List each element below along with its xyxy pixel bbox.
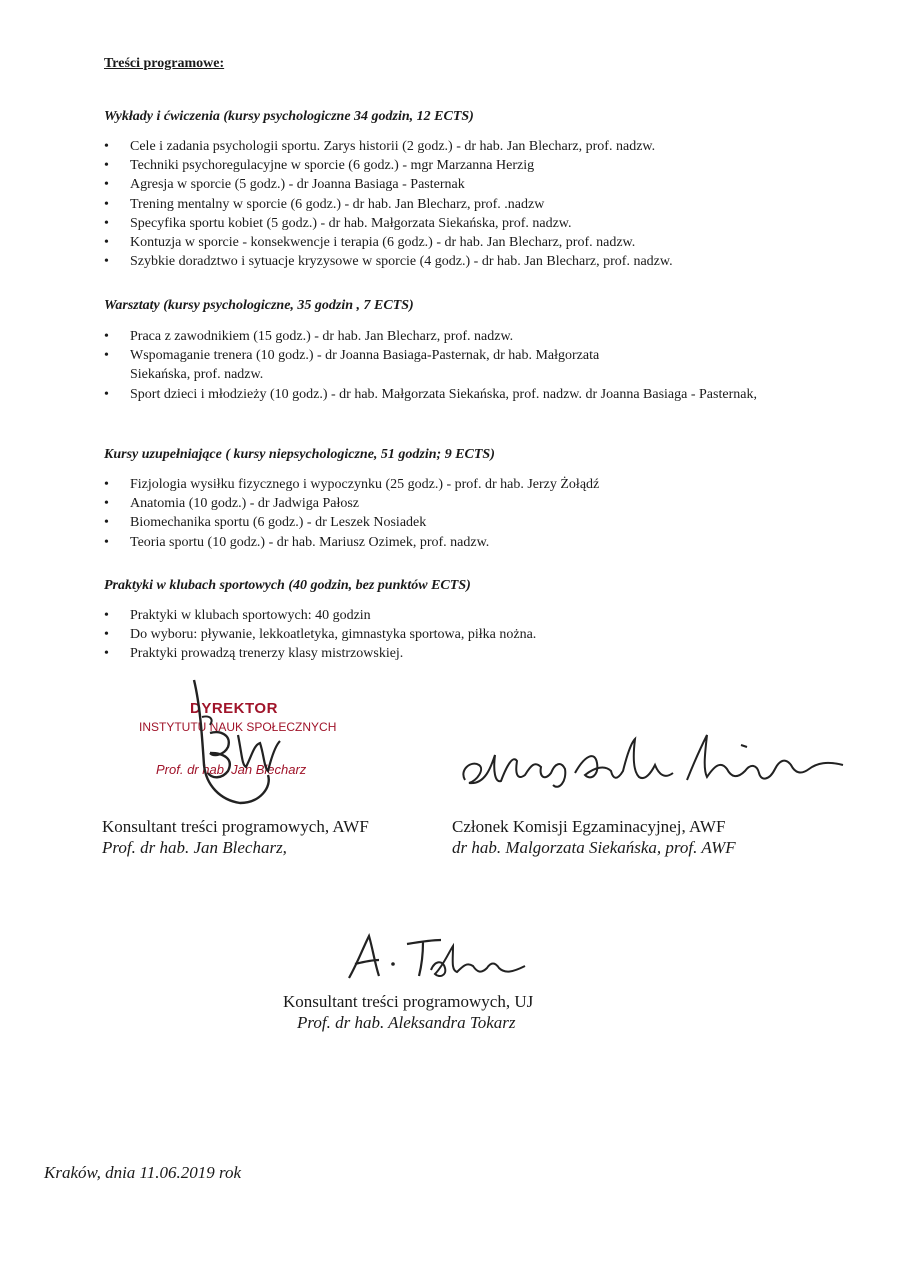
list-item: • Trening mentalny w sporcie (6 godz.) - dr hab. Jan Blecharz, prof. .nadzw	[104, 195, 764, 214]
list-item: • Sport dzieci i młodzieży (10 godz.) - dr hab. Małgorzata Siekańska, prof. nadzw. dr Joanna Basiaga - Pasternak,	[104, 385, 770, 404]
section-title-internships: Praktyki w klubach sportowych (40 godzin, bez punktów ECTS)	[104, 578, 471, 593]
right-signatory-role: Członek Komisji Egzaminacyjnej, AWF	[452, 817, 726, 836]
stamp-institute: INSTYTUTU NAUK SPOŁECZNYCH	[139, 720, 337, 734]
list-item: • Kontuzja w sporcie - konsekwencje i terapia (6 godz.) - dr hab. Jan Blecharz, prof. nadzw.	[104, 233, 764, 252]
signature-tokarz-graphic	[345, 930, 545, 990]
list-item: • Praca z zawodnikiem (15 godz.) - dr hab. Jan Blecharz, prof. nadzw.	[104, 327, 764, 346]
center-signatory-name: Prof. dr hab. Aleksandra Tokarz	[297, 1013, 516, 1032]
signature-blecharz-graphic	[180, 675, 290, 815]
list-item: • Praktyki w klubach sportowych: 40 godzin	[104, 606, 764, 625]
list-item: • Wspomaganie trenera (10 godz.) - dr Joanna Basiaga-Pasternak, dr hab. Małgorzata Siekańska, prof. nadzw.	[104, 346, 650, 384]
list-item: • Cele i zadania psychologii sportu. Zarys historii (2 godz.) - dr hab. Jan Blecharz, prof. nadzw.	[104, 137, 764, 156]
list-item: • Agresja w sporcie (5 godz.) - dr Joanna Basiaga - Pasternak	[104, 175, 764, 194]
left-signatory-role: Konsultant treści programowych, AWF	[102, 817, 369, 836]
list-item: • Specyfika sportu kobiet (5 godz.) - dr hab. Małgorzata Siekańska, prof. nadzw.	[104, 214, 764, 233]
list-item: • Teoria sportu (10 godz.) - dr hab. Mariusz Ozimek, prof. nadzw.	[104, 533, 764, 552]
stamp-title: DYREKTOR	[190, 700, 278, 717]
list-item: • Techniki psychoregulacyjne w sporcie (6 godz.) - mgr Marzanna Herzig	[104, 156, 764, 175]
section-title-lectures: Wykłady i ćwiczenia (kursy psychologiczne 34 godzin, 12 ECTS)	[104, 109, 474, 124]
left-signatory-name: Prof. dr hab. Jan Blecharz,	[102, 838, 287, 857]
list-item: • Anatomia (10 godz.) - dr Jadwiga Pałosz	[104, 494, 764, 513]
document-date: Kraków, dnia 11.06.2019 rok	[44, 1163, 242, 1182]
section-title-workshops: Warsztaty (kursy psychologiczne, 35 godzin , 7 ECTS)	[104, 298, 414, 313]
list-item: • Szybkie doradztwo i sytuacje kryzysowe w sporcie (4 godz.) - dr hab. Jan Blecharz, prof. nadzw.	[104, 252, 764, 271]
stamp-name: Prof. dr hab. Jan Blecharz	[156, 762, 307, 777]
section-list-supplementary	[104, 475, 764, 552]
list-item: • Praktyki prowadzą trenerzy klasy mistrzowskiej.	[104, 644, 764, 663]
list-item: • Fizjologia wysiłku fizycznego i wypoczynku (25 godz.) - prof. dr hab. Jerzy Żołądź	[104, 475, 764, 494]
page-heading: Treści programowe:	[104, 56, 225, 71]
right-signatory-name: dr hab. Malgorzata Siekańska, prof. AWF	[452, 838, 736, 857]
section-list-internships	[104, 606, 764, 664]
signature-siekanska-graphic	[455, 725, 850, 805]
list-item: • Biomechanika sportu (6 godz.) - dr Leszek Nosiadek	[104, 513, 764, 532]
center-signatory-role: Konsultant treści programowych, UJ	[283, 992, 534, 1011]
section-title-supplementary: Kursy uzupełniające ( kursy niepsychologiczne, 51 godzin; 9 ECTS)	[104, 447, 495, 462]
section-list-lectures	[104, 137, 764, 271]
list-item: • Do wyboru: pływanie, lekkoatletyka, gimnastyka sportowa, piłka nożna.	[104, 625, 764, 644]
section-list-workshops	[104, 327, 764, 404]
